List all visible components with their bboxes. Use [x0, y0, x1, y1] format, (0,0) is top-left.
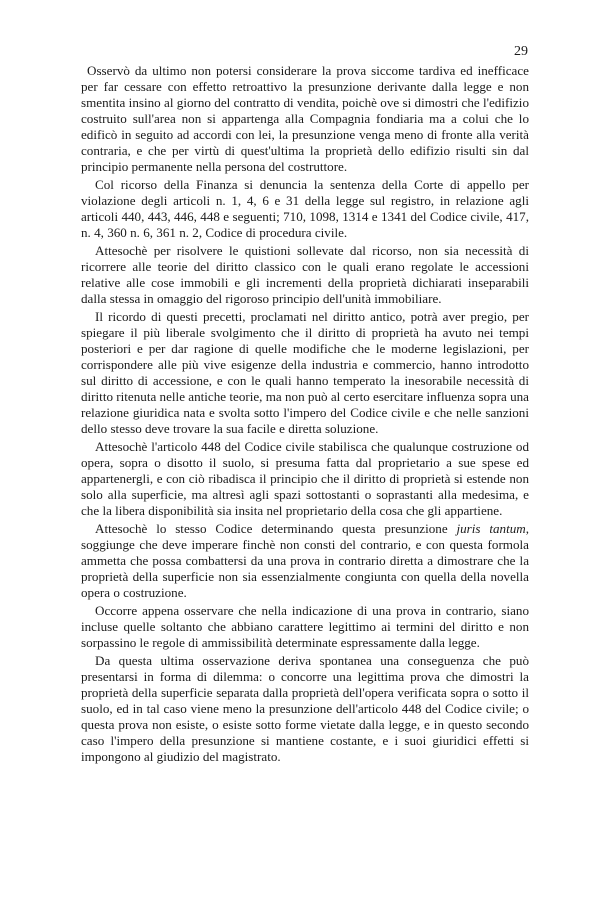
- paragraph: Col ricorso della Finanza si denuncia la sentenza della Corte di appello per violazione degli articoli n. 1, 4, 6 e 31 della legge sul registro, in relazione agli articoli 440, 443, 446, 448 e seguenti; 710, 1098, 1314 e 1341 del Codice civile, 417, n. 4, 360 n. 6, 361 n. 2, Codice di procedura civile.: [81, 177, 529, 240]
- paragraph: Osservò da ultimo non potersi considerare la prova siccome tardiva ed inefficace per far cessare con effetto retroattivo la presunzione derivante dalla legge e non smentita insino al giorno del contratto di vendita, poichè ove si dimostri che l'edifizio costruito sull'area non si appartenga alla Compagnia fondiaria ma a colui che lo edificò in seguito ad accordi con lei, la presunzione venga meno di fronte alla verità contraria, e che per virtù di quest'ultima la proprietà dello edifizio risulti sin dal principio permanente nella persona del costruttore.: [81, 63, 529, 174]
- paragraph: Attesochè per risolvere le quistioni sollevate dal ricorso, non sia necessità di ricorrere alle teorie del diritto classico con le quali erano regolate le accessioni relative alle cose immobili e gli incrementi della proprietà dichiarati inseparabili dalla stessa in omaggio del rigoroso principio dell'unità immobiliare.: [81, 243, 529, 306]
- latin-phrase: juris tantum: [456, 521, 526, 536]
- paragraph: Da questa ultima osservazione deriva spontanea una conseguenza che può presentarsi in forma di dilemma: o concorre una legittima prova che dimostri la proprietà della superficie separata dalla proprietà dell'opera verificata sopra o sotto il suolo, ed in tal caso viene meno la presunzione dell'articolo 448 del Codice civile; o questa prova non esiste, o esiste sotto forme vietate dalla legge, e in questo secondo caso l'impero della presunzione si mantiene costante, e i suoi giuridici effetti si impongono al giudizio del magistrato.: [81, 653, 529, 764]
- text-body: [81, 63, 529, 765]
- paragraph: Attesochè l'articolo 448 del Codice civile stabilisca che qualunque costruzione od opera, sopra o disotto il suolo, si presuma fatta dal proprietario a sue spese ed appartenergli, e con ciò ribadisca il principio che il diritto di proprietà si estende non solo alla superficie, ma altresì agli spazi sottostanti o soprastanti alla medesima, e che la libera disponibilità sia insita nel proprietario della cosa che gli appartiene.: [81, 439, 529, 518]
- paragraph: Occorre appena osservare che nella indicazione di una prova in contrario, siano incluse quelle soltanto che abbiano carattere legittimo ai termini del diritto e non sorpassino le regole di ammissibilità determinate espressamente dalla legge.: [81, 603, 529, 650]
- page-number: 29: [514, 44, 528, 59]
- paragraph: Attesochè lo stesso Codice determinando questa presunzione juris tantum, soggiunge che deve imperare finchè non consti del contrario, e con questa formola ammetta che possa combattersi da una prova in contrario diretta a dimostrare che la proprietà della superficie non sia essenzialmente congiunta con quella della novella opera o costruzione.: [81, 521, 529, 600]
- paragraph: Il ricordo di questi precetti, proclamati nel diritto antico, potrà aver pregio, per spiegare il più liberale svolgimento che il diritto di proprietà ha avuto nei tempi posteriori e per dar ragione di quelle modifiche che le moderne legislazioni, per corrispondere alle più vive esigenze della industria e commercio, hanno introdotto sul diritto di accessione, e con le quali hanno temperato la inesorabile necessità di diritto ritenuta nelle antiche teorie, ma non può al certo esercitare influenza sopra una relazione giuridica nata e svolta sotto l'impero del Codice civile e che nelle sanzioni dello stesso deve trovare la sua facile e diretta soluzione.: [81, 309, 529, 436]
